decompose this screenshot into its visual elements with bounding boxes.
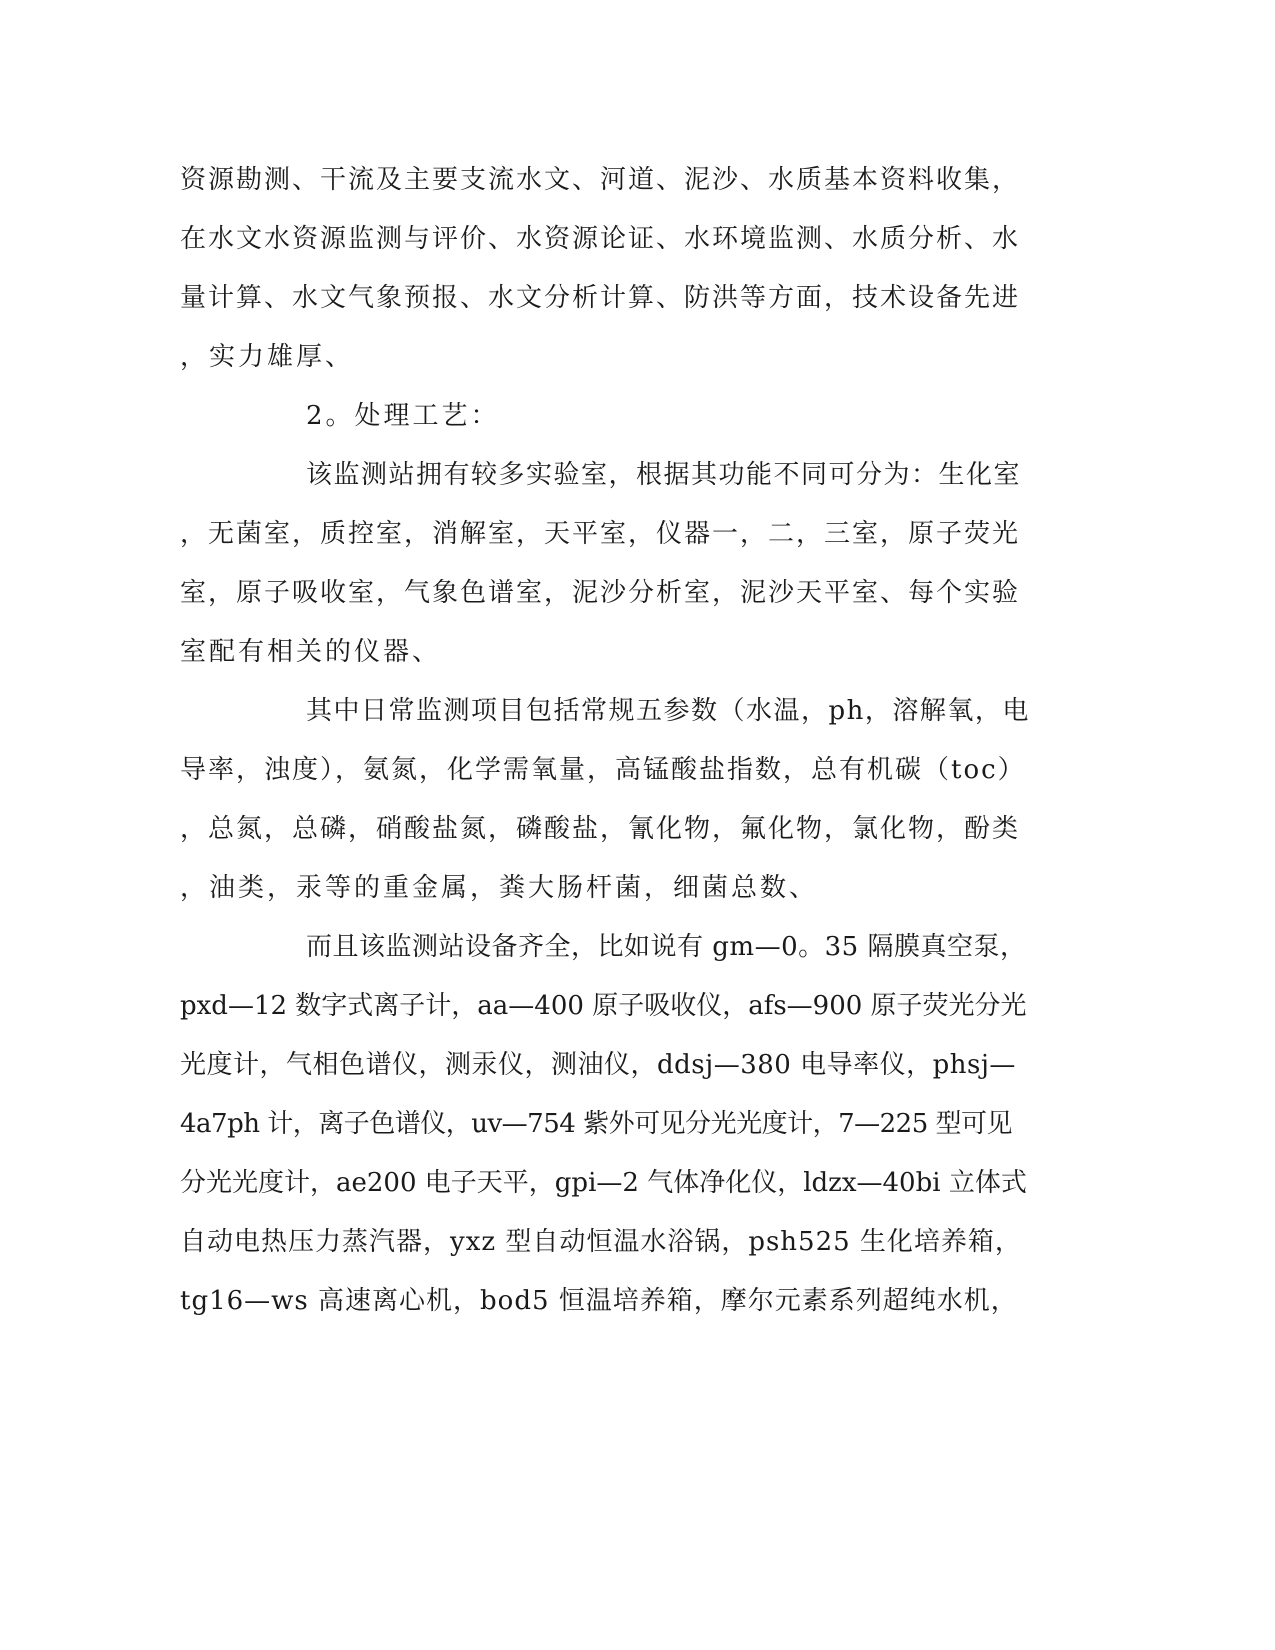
text-line: 4a7ph 计，离子色谱仪，uv—754 紫外可见分光光度计，7—225 型可见	[180, 1109, 1012, 1139]
text-line: 分光光度计，ae200 电子天平，gpi—2 气体净化仪，ldzx—40bi 立体式	[180, 1168, 1027, 1198]
paragraph-first-line: 其中日常监测项目包括常规五参数（水温，ph，溶解氧，电	[306, 696, 1030, 726]
section-heading: 2。处理工艺：	[306, 401, 500, 431]
text-line: 导率，浊度），氨氮，化学需氧量，高锰酸盐指数，总有机碳（toc）	[180, 755, 1026, 785]
text-line: 室，原子吸收室，气象色谱室，泥沙分析室，泥沙天平室、每个实验	[180, 578, 1021, 608]
text-line: 自动电热压力蒸汽器，yxz 型自动恒温水浴锅，psh525 生化培养箱，	[180, 1227, 1022, 1257]
text-line: ，总氮，总磷，硝酸盐氮，磷酸盐，氰化物，氟化物，氯化物，酚类	[180, 814, 1021, 844]
text-line: 室配有相关的仪器、	[180, 637, 442, 667]
text-line: ，油类，汞等的重金属，粪大肠杆菌，细菌总数、	[180, 873, 819, 903]
text-line: 资源勘测、干流及主要支流水文、河道、泥沙、水质基本资料收集，	[180, 165, 1021, 195]
text-line: 光度计，气相色谱仪，测汞仪，测油仪，ddsj—380 电导率仪，phsj—	[180, 1050, 1016, 1080]
paragraph-first-line: 而且该监测站设备齐全，比如说有 gm—0。35 隔膜真空泵，	[306, 932, 1027, 962]
text-line: 量计算、水文气象预报、水文分析计算、防洪等方面，技术设备先进	[180, 283, 1021, 313]
text-line: ，实力雄厚、	[180, 342, 355, 372]
paragraph-first-line: 该监测站拥有较多实验室，根据其功能不同可分为：生化室	[306, 460, 1022, 490]
text-line: pxd—12 数字式离子计，aa—400 原子吸收仪，afs—900 原子荧光分光	[180, 991, 1027, 1021]
text-line: 在水文水资源监测与评价、水资源论证、水环境监测、水质分析、水	[180, 224, 1021, 254]
text-line: ，无菌室，质控室，消解室，天平室，仪器一，二，三室，原子荧光	[180, 519, 1021, 549]
text-line: tg16—ws 高速离心机，bod5 恒温培养箱，摩尔元素系列超纯水机，	[180, 1286, 1018, 1316]
